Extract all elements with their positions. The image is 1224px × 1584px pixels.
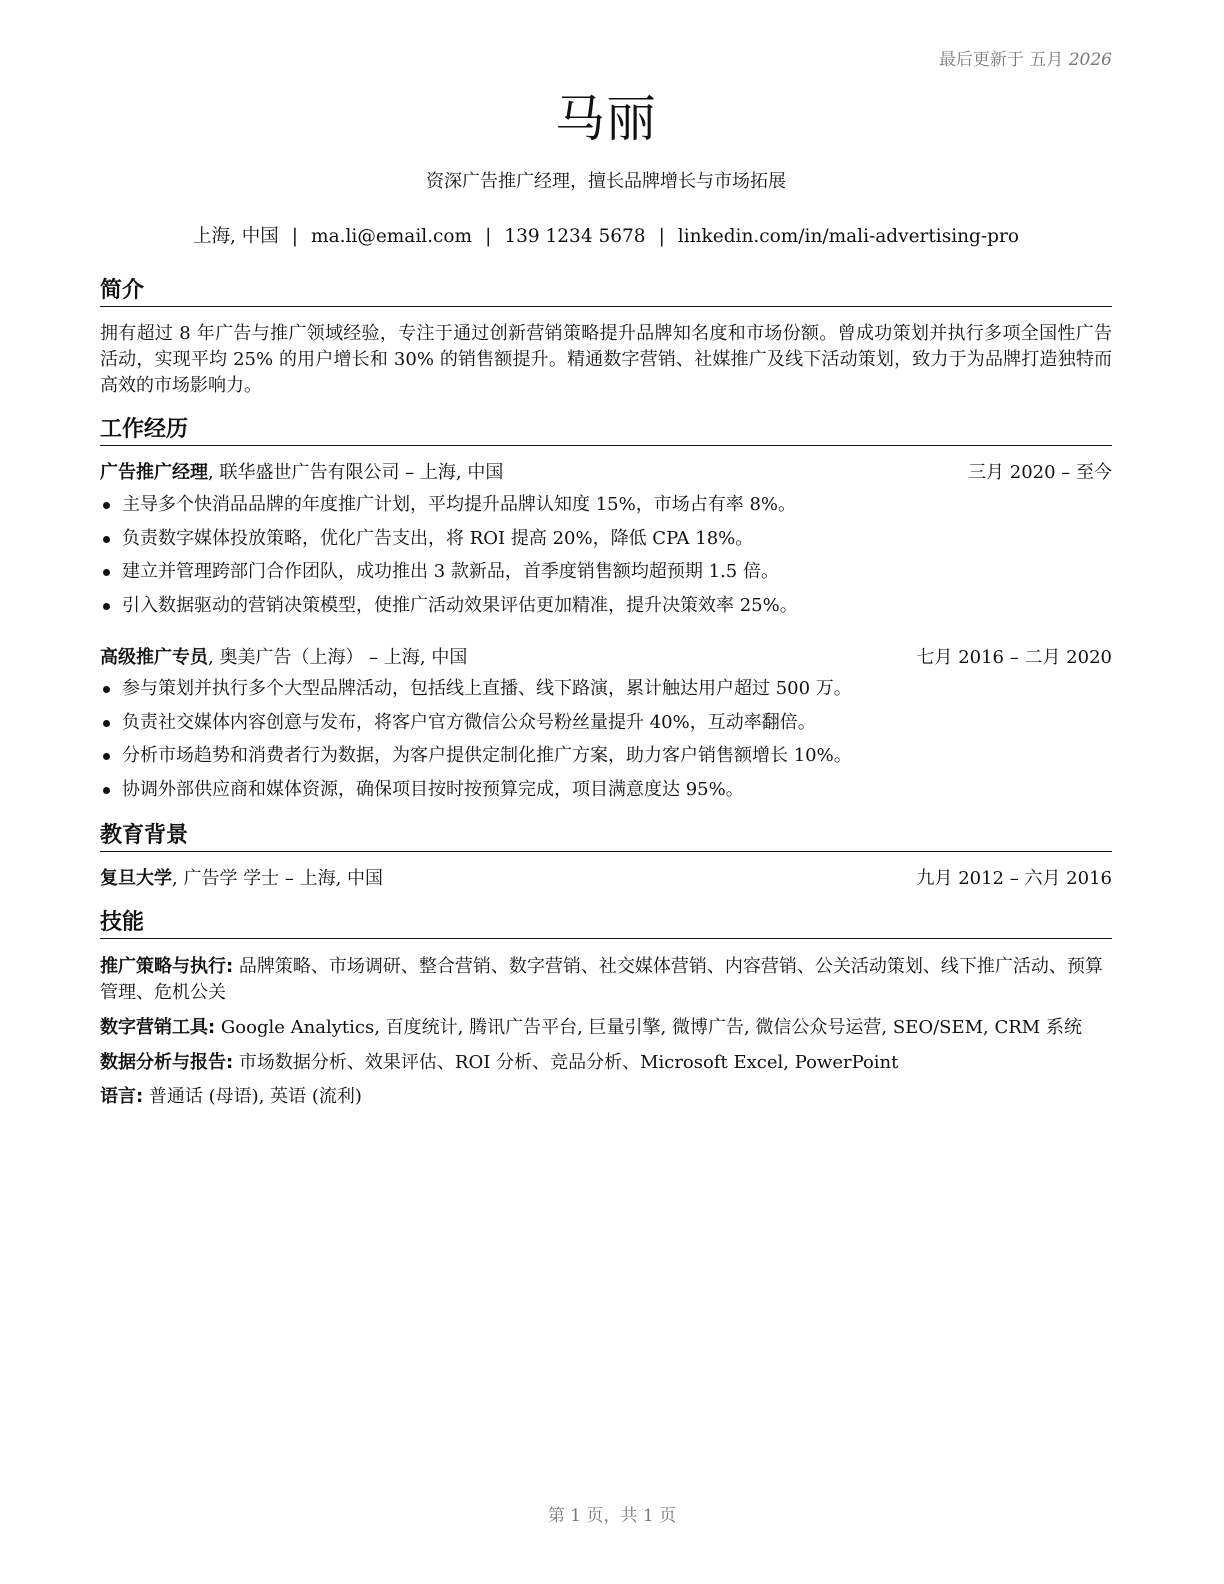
job-header: [100, 460, 1112, 486]
job-role: 广告推广经理: [100, 462, 208, 483]
education-entry: [100, 866, 1112, 892]
job-company: , 奥美广告（上海） – 上海, 中国: [208, 647, 468, 668]
skill-line: [100, 954, 1112, 1006]
skill-label: 数据分析与报告:: [100, 1052, 234, 1073]
list-item: 引入数据驱动的营销决策模型，使推广活动效果评估更加精准，提升决策效率 25%。: [100, 593, 1112, 627]
tagline: 资深广告推广经理，擅长品牌增长与市场拓展: [426, 171, 786, 192]
resume-page: [100, 0, 1112, 1584]
list-item: 分析市场趋势和消费者行为数据，为客户提供定制化推广方案，助力客户销售额增长 10%。: [100, 743, 1112, 777]
section-title-experience: 工作经历: [100, 415, 1112, 446]
job-bullets: [100, 676, 1112, 810]
contact-email[interactable]: ma.li@email.com: [311, 226, 473, 247]
job-date: 七月 2016 – 二月 2020: [916, 647, 1112, 668]
contact-phone[interactable]: 139 1234 5678: [504, 226, 646, 247]
contact-separator: |: [485, 226, 492, 247]
contact-line: [100, 224, 1112, 250]
summary-text: 拥有超过 8 年广告与推广领域经验，专注于通过创新营销策略提升品牌知名度和市场份额。曾成功策划并执行多项全国性广告活动，实现平均 25% 的用户增长和 30% 的销售额提升。精通数字营销、社媒推广及线下活动策划，致力于为品牌打造独特而高效的市场影响力。: [100, 323, 1112, 396]
last-updated-year: 2026: [1068, 50, 1112, 70]
skill-line: [100, 1050, 1112, 1076]
section-title-education: 教育背景: [100, 821, 1112, 852]
skill-label: 推广策略与执行:: [100, 956, 234, 977]
job-date: 三月 2020 – 至今: [968, 462, 1112, 483]
list-item: 负责社交媒体内容创意与发布，将客户官方微信公众号粉丝量提升 40%，互动率翻倍。: [100, 710, 1112, 744]
skill-label: 语言:: [100, 1086, 144, 1107]
education-school: 复旦大学: [100, 868, 172, 889]
skill-line: [100, 1015, 1112, 1041]
list-item: 主导多个快消品品牌的年度推广计划，平均提升品牌认知度 15%，市场占有率 8%。: [100, 492, 1112, 526]
job-bullets: [100, 492, 1112, 626]
contact-separator: |: [658, 226, 665, 247]
section-title-skills: 技能: [100, 908, 1112, 939]
list-item: 建立并管理跨部门合作团队，成功推出 3 款新品，首季度销售额均超预期 1.5 倍。: [100, 559, 1112, 593]
skill-value: 市场数据分析、效果评估、ROI 分析、竞品分析、Microsoft Excel, PowerPoint: [233, 1052, 899, 1073]
skill-value: 普通话 (母语), 英语 (流利): [143, 1086, 362, 1107]
contact-linkedin[interactable]: linkedin.com/in/mali-advertising-pro: [677, 226, 1019, 247]
contact-separator: |: [291, 226, 299, 247]
job-company: , 联华盛世广告有限公司 – 上海, 中国: [208, 462, 504, 483]
contact-location: 上海, 中国: [193, 226, 279, 247]
last-updated-prefix: 最后更新于 五月: [938, 50, 1064, 70]
list-item: 参与策划并执行多个大型品牌活动，包括线上直播、线下路演，累计触达用户超过 500 万。: [100, 676, 1112, 710]
job-header: [100, 645, 1112, 671]
education-degree: , 广告学 学士 – 上海, 中国: [172, 868, 384, 889]
list-item: 负责数字媒体投放策略，优化广告支出，将 ROI 提高 20%，降低 CPA 18%。: [100, 526, 1112, 560]
job-role: 高级推广专员: [100, 647, 208, 668]
last-updated: [939, 45, 1112, 70]
skill-value: 品牌策略、市场调研、整合营销、数字营销、社交媒体营销、内容营销、公关活动策划、线下推广活动、预算管理、危机公关: [100, 956, 1103, 1003]
page-number: 第 1 页，共 1 页: [547, 1506, 677, 1526]
skill-value: Google Analytics, 百度统计, 腾讯广告平台, 巨量引擎, 微博广告, 微信公众号运营, SEO/SEM, CRM 系统: [215, 1017, 1082, 1038]
list-item: 协调外部供应商和媒体资源，确保项目按时按预算完成，项目满意度达 95%。: [100, 777, 1112, 811]
section-title-summary: 简介: [100, 276, 1112, 307]
skill-line: [100, 1084, 1112, 1110]
education-date: 九月 2012 – 六月 2016: [916, 868, 1112, 889]
skill-label: 数字营销工具:: [100, 1017, 216, 1038]
candidate-name: 马丽: [555, 90, 657, 148]
